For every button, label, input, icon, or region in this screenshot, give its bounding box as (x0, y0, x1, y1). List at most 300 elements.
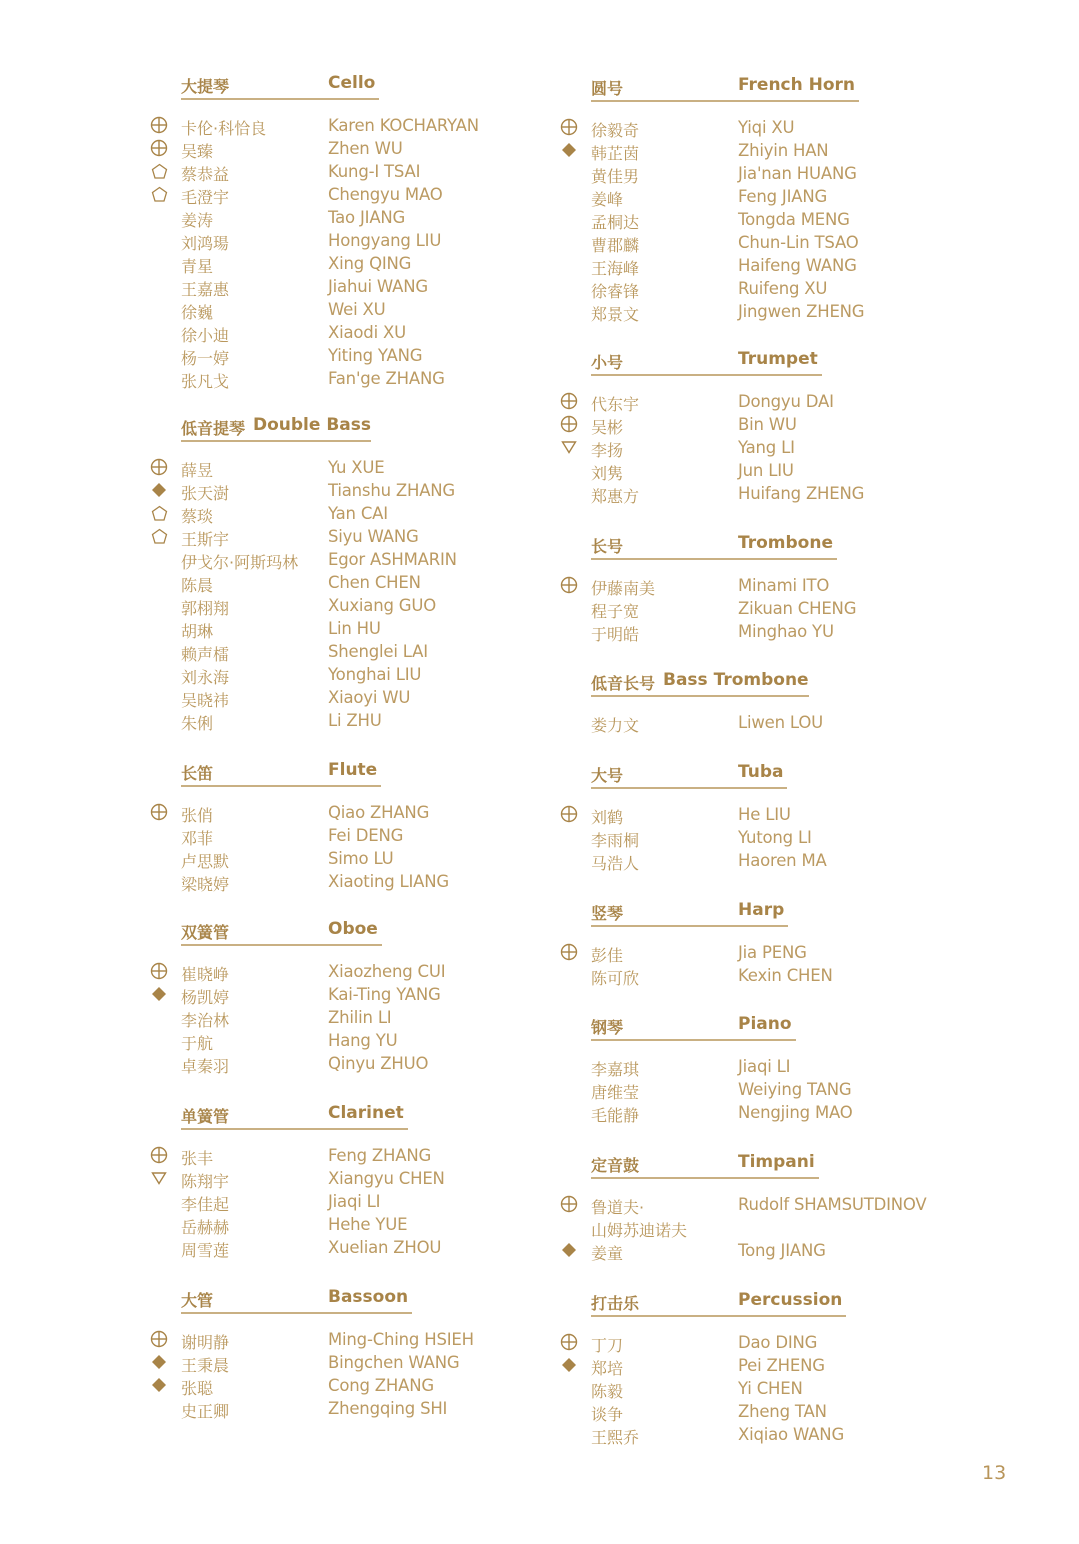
member-name-cn: 谈争 (591, 1405, 624, 1424)
member-name-en: Fei DENG (328, 826, 404, 845)
member-name-cn: 卡伦·科恰良 (181, 119, 267, 138)
member-name-en: Yonghai LIU (328, 665, 422, 684)
circle-plus-icon (148, 961, 170, 981)
section-heading (558, 759, 1038, 789)
member-name-en: Tianshu ZHANG (328, 481, 456, 500)
member-name-en: He LIU (738, 805, 791, 824)
member-name-en: Huifang ZHENG (738, 484, 865, 503)
member-list (148, 801, 628, 893)
list-item (148, 960, 628, 983)
list-item (148, 617, 628, 640)
section-title-en: Double Bass (253, 415, 372, 435)
marker-empty (148, 664, 170, 684)
marker-empty (148, 368, 170, 388)
member-name-en: Feng JIANG (738, 187, 828, 206)
member-name-en: Zhen WU (328, 139, 403, 158)
marker-empty (148, 207, 170, 227)
marker-empty (148, 345, 170, 365)
marker-empty (148, 687, 170, 707)
member-name-cn: 张聪 (181, 1379, 214, 1398)
list-item (558, 162, 1038, 185)
marker-empty (148, 1237, 170, 1257)
member-name-cn: 赖声檑 (181, 645, 230, 664)
member-name-cn: 李雨桐 (591, 831, 640, 850)
member-name-en: Ruifeng XU (738, 279, 828, 298)
member-name-en: Wei XU (328, 300, 386, 319)
member-name-en: Weiying TANG (738, 1080, 852, 1099)
member-name-en: Zikuan CHENG (738, 599, 857, 618)
member-name-en: Xiaoyi WU (328, 688, 411, 707)
marker-empty (148, 710, 170, 730)
list-item (558, 254, 1038, 277)
member-name-en: Feng ZHANG (328, 1146, 432, 1165)
member-name-cn: 刘鸿瑒 (181, 234, 230, 253)
member-name-en: Simo LU (328, 849, 394, 868)
member-name-cn: 陈可欣 (591, 969, 640, 988)
list-item (148, 870, 628, 893)
pentagon-icon (148, 184, 170, 204)
member-name-en: Jun LIU (738, 461, 794, 480)
marker-empty (558, 186, 580, 206)
list-item (558, 1193, 1038, 1239)
diamond-icon (148, 984, 170, 1004)
section-title-cn: 低音提琴 (181, 419, 246, 438)
member-name-cn: 杨凯婷 (181, 988, 230, 1007)
circle-plus-icon (558, 391, 580, 411)
member-name-en: Zhengqing SHI (328, 1399, 448, 1418)
member-name-cn: 吴彬 (591, 418, 624, 437)
section-rule (591, 695, 809, 697)
section-heading (558, 530, 1038, 560)
list-item (558, 208, 1038, 231)
marker-empty (558, 598, 580, 618)
member-name-cn: 陈毅 (591, 1382, 624, 1401)
section-rule (181, 944, 382, 946)
member-name-cn: 姜涛 (181, 211, 214, 230)
section-title-cn: 定音鼓 (591, 1156, 640, 1175)
member-name-cn: 彭佳 (591, 946, 624, 965)
member-name-cn: 张天澍 (181, 484, 230, 503)
member-name-cn: 马浩人 (591, 854, 640, 873)
list-item (148, 663, 628, 686)
circle-plus-icon (148, 115, 170, 135)
member-name-en: Siyu WANG (328, 527, 419, 546)
list-item (148, 824, 628, 847)
section-heading (558, 72, 1038, 102)
member-name-en: Xiaoting LIANG (328, 872, 449, 891)
section-clarinet (148, 1100, 628, 1259)
triangle-down-icon (148, 1168, 170, 1188)
list-item (148, 1374, 628, 1397)
member-name-cn: 张俏 (181, 806, 214, 825)
member-name-cn: 崔晓峥 (181, 965, 230, 984)
marker-empty (148, 299, 170, 319)
member-name-en: Yiting YANG (328, 346, 423, 365)
marker-empty (558, 1079, 580, 1099)
list-item (148, 252, 628, 275)
section-french-horn (558, 72, 1038, 323)
member-name-cn: 邓菲 (181, 829, 214, 848)
marker-empty (148, 1030, 170, 1050)
member-name-en: Yi CHEN (738, 1379, 803, 1398)
member-name-en: Karen KOCHARYAN (328, 116, 479, 135)
member-name-cn: 刘鹤 (591, 808, 624, 827)
section-rule (591, 1039, 796, 1041)
member-name-cn: 姜童 (591, 1244, 624, 1263)
member-name-cn: 郭栩翔 (181, 599, 230, 618)
list-item (558, 1101, 1038, 1124)
marker-empty (558, 232, 580, 252)
list-item (148, 709, 628, 732)
member-name-cn: 谢明静 (181, 1333, 230, 1352)
list-item (558, 459, 1038, 482)
list-item (148, 206, 628, 229)
member-name-cn: 卢思默 (181, 852, 230, 871)
section-rule (181, 1312, 412, 1314)
list-item (148, 456, 628, 479)
marker-empty (558, 460, 580, 480)
member-name-cn: 郑景文 (591, 305, 640, 324)
member-list (148, 456, 628, 732)
member-name-en: Hang YU (328, 1031, 398, 1050)
member-name-cn: 蔡琰 (181, 507, 214, 526)
member-name-cn: 伊藤南美 (591, 579, 656, 598)
member-name-cn: 史正卿 (181, 1402, 230, 1421)
member-name-en: Bin WU (738, 415, 797, 434)
section-rule (591, 1177, 819, 1179)
member-name-en: Haoren MA (738, 851, 827, 870)
marker-empty (558, 850, 580, 870)
member-name-cn: 王斯宇 (181, 530, 230, 549)
marker-empty (558, 1401, 580, 1421)
member-name-en: Egor ASHMARIN (328, 550, 457, 569)
member-name-cn: 徐小迪 (181, 326, 230, 345)
circle-plus-icon (558, 942, 580, 962)
list-item (558, 803, 1038, 826)
member-name-cn: 王熙乔 (591, 1428, 640, 1447)
member-name-cn: 陈晨 (181, 576, 214, 595)
member-name-cn: 吴臻 (181, 142, 214, 161)
diamond-icon (558, 1355, 580, 1375)
member-name-en: Chengyu MAO (328, 185, 443, 204)
member-name-en: Jiahui WANG (328, 277, 428, 296)
member-name-cn: 徐睿锋 (591, 282, 640, 301)
section-title-en: Trombone (738, 533, 833, 553)
list-item (558, 1331, 1038, 1354)
marker-empty (558, 1102, 580, 1122)
member-name-en: Xiaozheng CUI (328, 962, 446, 981)
list-item (558, 413, 1038, 436)
list-item (148, 344, 628, 367)
member-name-en: Dao DING (738, 1333, 818, 1352)
marker-empty (558, 1424, 580, 1444)
section-title-en: Percussion (738, 1290, 843, 1310)
member-name-cn: 代东宇 (591, 395, 640, 414)
member-name-cn: 韩芷茵 (591, 144, 640, 163)
list-item (558, 941, 1038, 964)
list-item (148, 525, 628, 548)
marker-empty (148, 595, 170, 615)
list-item (148, 1328, 628, 1351)
marker-empty (148, 1398, 170, 1418)
list-item (558, 1239, 1038, 1262)
member-list (558, 1193, 1038, 1262)
member-name-en: Tong JIANG (738, 1241, 826, 1260)
list-item (558, 185, 1038, 208)
section-rule (591, 925, 788, 927)
member-name-cn: 郑惠方 (591, 487, 640, 506)
member-name-en: Pei ZHENG (738, 1356, 825, 1375)
list-item (148, 321, 628, 344)
list-item (148, 298, 628, 321)
section-trumpet (558, 346, 1038, 505)
marker-empty (148, 871, 170, 891)
marker-empty (148, 641, 170, 661)
member-name-en: Jia PENG (738, 943, 807, 962)
marker-empty (558, 163, 580, 183)
list-item (558, 1078, 1038, 1101)
member-name-cn: 薛昱 (181, 461, 214, 480)
marker-empty (148, 230, 170, 250)
member-name-cn: 于航 (181, 1034, 214, 1053)
section-heading (148, 1284, 628, 1314)
list-item (558, 574, 1038, 597)
list-item (148, 114, 628, 137)
marker-empty (558, 827, 580, 847)
member-name-en: Nengjing MAO (738, 1103, 853, 1122)
section-rule (181, 785, 381, 787)
member-list (558, 1331, 1038, 1446)
member-list (148, 960, 628, 1075)
section-harp (558, 897, 1038, 987)
list-item (148, 1213, 628, 1236)
marker-empty (558, 301, 580, 321)
section-heading (558, 346, 1038, 376)
member-name-en: Kung-I TSAI (328, 162, 421, 181)
member-name-en: Ming-Ching HSIEH (328, 1330, 474, 1349)
section-title-en: French Horn (738, 75, 856, 95)
section-rule (591, 374, 822, 376)
member-name-en: Bingchen WANG (328, 1353, 460, 1372)
member-name-en: Xing QING (328, 254, 412, 273)
section-bass-trombone (558, 667, 1038, 734)
pentagon-icon (148, 526, 170, 546)
member-name-cn: 杨一婷 (181, 349, 230, 368)
marker-empty (148, 276, 170, 296)
list-item (148, 847, 628, 870)
list-item (148, 183, 628, 206)
section-double-bass (148, 412, 628, 732)
section-title-cn: 低音长号 (591, 674, 656, 693)
circle-plus-icon (148, 802, 170, 822)
member-name-cn: 卓秦羽 (181, 1057, 230, 1076)
list-item (558, 826, 1038, 849)
marker-empty (148, 1214, 170, 1234)
member-name-en: Cong ZHANG (328, 1376, 434, 1395)
list-item (148, 1029, 628, 1052)
member-name-en: Xuelian ZHOU (328, 1238, 442, 1257)
section-title-cn: 长号 (591, 537, 624, 556)
member-name-en: Xuxiang GUO (328, 596, 437, 615)
member-name-cn: 朱俐 (181, 714, 214, 733)
section-title-en: Bass Trombone (663, 670, 809, 690)
section-rule (181, 440, 371, 442)
section-heading (148, 70, 628, 100)
list-item (148, 571, 628, 594)
member-name-cn: 王嘉惠 (181, 280, 230, 299)
member-name-cn: 王海峰 (591, 259, 640, 278)
page-number: 13 (982, 1462, 1007, 1484)
list-item (558, 139, 1038, 162)
member-list (558, 116, 1038, 323)
member-name-en: Zheng TAN (738, 1402, 827, 1421)
marker-empty (558, 621, 580, 641)
marker-empty (558, 483, 580, 503)
section-title-cn: 大管 (181, 1291, 214, 1310)
list-item (558, 277, 1038, 300)
section-title-cn: 打击乐 (591, 1294, 640, 1313)
section-title-en: Oboe (328, 919, 378, 939)
list-item (148, 983, 628, 1006)
list-item (558, 1400, 1038, 1423)
circle-plus-icon (558, 1332, 580, 1352)
member-name-en: Yu XUE (328, 458, 385, 477)
member-name-cn: 王秉晨 (181, 1356, 230, 1375)
section-rule (591, 1315, 846, 1317)
member-name-en: Lin HU (328, 619, 381, 638)
member-name-cn: 吴晓祎 (181, 691, 230, 710)
section-piano (558, 1011, 1038, 1124)
member-name-en: Li ZHU (328, 711, 382, 730)
triangle-down-icon (558, 437, 580, 457)
member-name-en: Yutong LI (738, 828, 812, 847)
member-list (558, 390, 1038, 505)
marker-empty (558, 1056, 580, 1076)
list-item (148, 160, 628, 183)
member-name-cn: 张丰 (181, 1149, 214, 1168)
member-name-en: Yang LI (738, 438, 795, 457)
list-item (148, 229, 628, 252)
circle-plus-icon (558, 804, 580, 824)
member-name-cn: 李佳起 (181, 1195, 230, 1214)
list-item (558, 482, 1038, 505)
section-title-cn: 单簧管 (181, 1107, 230, 1126)
member-list (558, 574, 1038, 643)
member-name-en: Minami ITO (738, 576, 830, 595)
section-heading (558, 1149, 1038, 1179)
marker-empty (558, 1378, 580, 1398)
section-title-en: Timpani (738, 1152, 815, 1172)
member-name-cn: 孟桐达 (591, 213, 640, 232)
section-title-cn: 双簧管 (181, 923, 230, 942)
member-name-cn: 刘隽 (591, 464, 624, 483)
list-item (148, 1236, 628, 1259)
section-timpani (558, 1149, 1038, 1262)
section-rule (181, 98, 379, 100)
member-name-en: Qinyu ZHUO (328, 1054, 429, 1073)
section-rule (591, 100, 859, 102)
section-heading (558, 1287, 1038, 1317)
list-item (558, 1055, 1038, 1078)
list-item (558, 300, 1038, 323)
member-name-en: Chen CHEN (328, 573, 421, 592)
section-heading (148, 916, 628, 946)
member-name-en: Jiaqi LI (738, 1057, 791, 1076)
member-name-cn: 李扬 (591, 441, 624, 460)
marker-empty (148, 1191, 170, 1211)
member-name-cn: 鲁道夫· (591, 1198, 645, 1217)
member-list (148, 114, 628, 390)
member-name-en: Zhiyin HAN (738, 141, 829, 160)
member-name-en: Jiaqi LI (328, 1192, 381, 1211)
member-name-cn: 周雪莲 (181, 1241, 230, 1260)
circle-plus-icon (148, 138, 170, 158)
diamond-icon (148, 1375, 170, 1395)
member-list (558, 1055, 1038, 1124)
marker-empty (558, 255, 580, 275)
section-heading (148, 757, 628, 787)
list-item (558, 390, 1038, 413)
circle-plus-icon (558, 575, 580, 595)
marker-empty (558, 965, 580, 985)
member-name-cn: 丁刀 (591, 1336, 624, 1355)
marker-empty (148, 572, 170, 592)
member-name-en: Jia'nan HUANG (738, 164, 857, 183)
member-name-en: Yan CAI (328, 504, 388, 523)
member-name-en: Chun-Lin TSAO (738, 233, 859, 252)
marker-empty (148, 1007, 170, 1027)
list-item (558, 436, 1038, 459)
diamond-icon (558, 140, 580, 160)
section-title-en: Flute (328, 760, 378, 780)
section-title-cn: 竖琴 (591, 904, 624, 923)
member-name-en: Zhilin LI (328, 1008, 392, 1027)
member-name-cn: 于明皓 (591, 625, 640, 644)
list-item (148, 594, 628, 617)
section-bassoon (148, 1284, 628, 1420)
member-name-cn: 蔡恭益 (181, 165, 230, 184)
diamond-icon (148, 480, 170, 500)
marker-empty (148, 825, 170, 845)
circle-plus-icon (148, 1145, 170, 1165)
section-heading (148, 412, 628, 442)
member-name-cn: 陈翔宇 (181, 1172, 230, 1191)
section-title-en: Trumpet (738, 349, 818, 369)
member-list (148, 1144, 628, 1259)
list-item (148, 367, 628, 390)
list-item (558, 597, 1038, 620)
member-name-cn: 姜峰 (591, 190, 624, 209)
member-name-en: Liwen LOU (738, 713, 823, 732)
member-name-cn: 娄力文 (591, 716, 640, 735)
list-item (148, 640, 628, 663)
list-item (558, 964, 1038, 987)
section-title-en: Harp (738, 900, 785, 920)
member-name-cn-line2: 山姆苏迪诺夫 (591, 1221, 688, 1240)
list-item (148, 801, 628, 824)
list-item (558, 1423, 1038, 1446)
member-name-cn: 李治林 (181, 1011, 230, 1030)
pentagon-icon (148, 161, 170, 181)
member-list (558, 711, 1038, 734)
section-heading (558, 897, 1038, 927)
section-title-en: Tuba (738, 762, 784, 782)
member-name-cn: 梁晓婷 (181, 875, 230, 894)
list-item (558, 231, 1038, 254)
pentagon-icon (148, 503, 170, 523)
list-item (558, 1377, 1038, 1400)
circle-plus-icon (558, 414, 580, 434)
